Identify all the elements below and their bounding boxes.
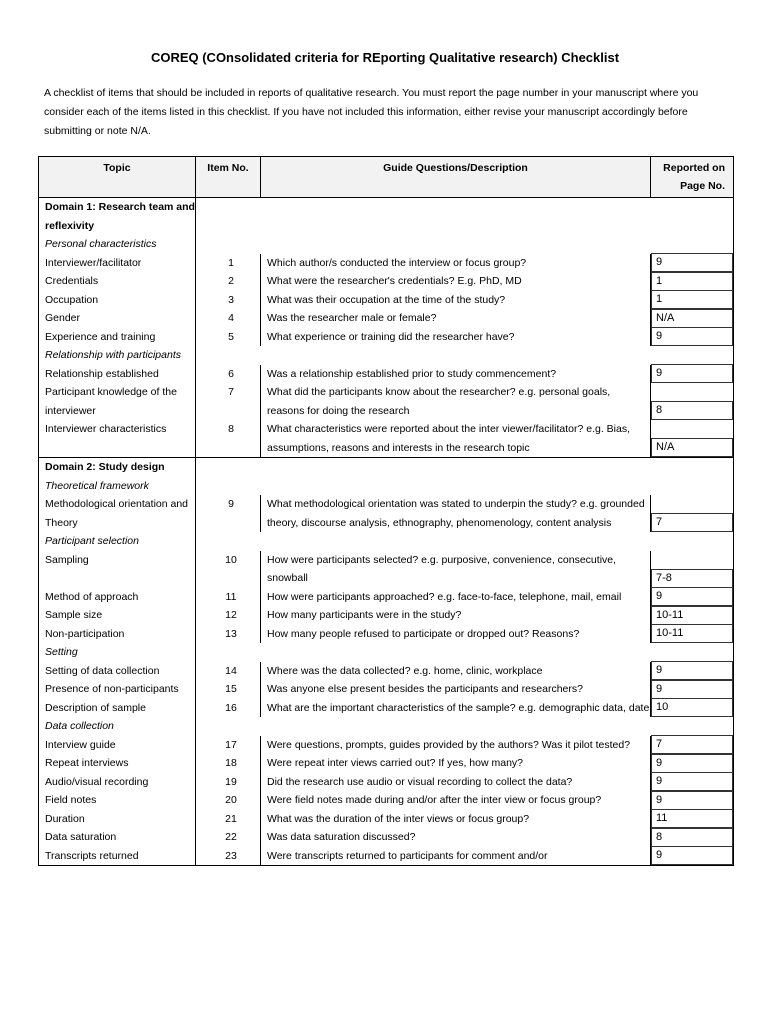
table-row bbox=[39, 254, 734, 273]
item-topic: Method of approach bbox=[39, 588, 196, 607]
reported-page-field[interactable]: 1 bbox=[651, 290, 733, 309]
reported-column-header: Reported on Page No. bbox=[651, 157, 734, 198]
reported-page-field[interactable]: 9 bbox=[651, 327, 733, 346]
item-number: 11 bbox=[196, 588, 261, 607]
table-row bbox=[39, 625, 734, 644]
item-topic: Sample size bbox=[39, 606, 196, 625]
item-number: 22 bbox=[196, 828, 261, 847]
reported-page-cell bbox=[651, 699, 734, 718]
section-spacer bbox=[196, 346, 734, 365]
section-spacer bbox=[196, 717, 734, 736]
item-topic: Interviewer/facilitator bbox=[39, 254, 196, 273]
reported-page-field[interactable]: 9 bbox=[651, 846, 733, 865]
table-row bbox=[39, 754, 734, 773]
reported-page-field[interactable]: 9 bbox=[651, 791, 733, 810]
section-row bbox=[39, 532, 734, 551]
item-topic: Non-participation bbox=[39, 625, 196, 644]
reported-page-field[interactable]: N/A bbox=[651, 438, 733, 457]
table-row bbox=[39, 828, 734, 847]
item-number: 17 bbox=[196, 736, 261, 755]
section-row bbox=[39, 717, 734, 736]
item-question: What are the important characteristics of the sample? e.g. demographic data, date bbox=[261, 699, 651, 718]
table-row bbox=[39, 588, 734, 607]
reported-page-field[interactable]: 9 bbox=[651, 587, 733, 606]
item-number: 15 bbox=[196, 680, 261, 699]
intro-paragraph: A checklist of items that should be included in reports of qualitative research. You must report the page number in your manuscript where you consider each of the items listed in this checklist. If you have not included this information, either revise your manuscript accordingly before submitting or note N/A. bbox=[44, 87, 699, 137]
reported-page-cell bbox=[651, 606, 734, 625]
reported-page-field[interactable]: 9 bbox=[651, 364, 733, 383]
reported-page-field[interactable]: N/A bbox=[651, 309, 733, 328]
table-row bbox=[39, 791, 734, 810]
item-question: Was anyone else present besides the participants and researchers? bbox=[261, 680, 651, 699]
reported-page-field[interactable]: 8 bbox=[651, 401, 733, 420]
item-number: 10 bbox=[196, 551, 261, 588]
reported-page-cell bbox=[651, 680, 734, 699]
guide-column-header: Guide Questions/Description bbox=[261, 157, 651, 198]
reported-page-cell bbox=[651, 791, 734, 810]
reported-page-cell bbox=[651, 662, 734, 681]
reported-page-cell bbox=[651, 773, 734, 792]
table-row bbox=[39, 272, 734, 291]
reported-page-cell bbox=[651, 588, 734, 607]
reported-page-field[interactable]: 10 bbox=[651, 698, 733, 717]
table-row bbox=[39, 551, 734, 588]
item-question: What was their occupation at the time of the study? bbox=[261, 291, 651, 310]
domain-title: Domain 2: Study design bbox=[39, 458, 196, 477]
table-row bbox=[39, 606, 734, 625]
table-row bbox=[39, 420, 734, 458]
reported-page-field[interactable]: 1 bbox=[651, 272, 733, 291]
item-question: Was the researcher male or female? bbox=[261, 309, 651, 328]
item-topic: Description of sample bbox=[39, 699, 196, 718]
item-number: 20 bbox=[196, 791, 261, 810]
section-title: Relationship with participants bbox=[39, 346, 196, 365]
table-row bbox=[39, 365, 734, 384]
reported-page-cell bbox=[651, 828, 734, 847]
table-row bbox=[39, 699, 734, 718]
reported-page-cell bbox=[651, 328, 734, 347]
table-row bbox=[39, 291, 734, 310]
reported-page-cell bbox=[651, 847, 734, 866]
reported-page-cell bbox=[651, 365, 734, 384]
reported-page-field[interactable]: 8 bbox=[651, 828, 733, 847]
item-topic: Setting of data collection bbox=[39, 662, 196, 681]
item-question: Did the research use audio or visual recording to collect the data? bbox=[261, 773, 651, 792]
item-question: Where was the data collected? e.g. home, clinic, workplace bbox=[261, 662, 651, 681]
item-question: How many participants were in the study? bbox=[261, 606, 651, 625]
item-number: 13 bbox=[196, 625, 261, 644]
reported-page-cell bbox=[651, 551, 734, 588]
section-row bbox=[39, 346, 734, 365]
reported-page-cell bbox=[651, 420, 734, 458]
table-row bbox=[39, 662, 734, 681]
reported-page-field[interactable]: 7-8 bbox=[651, 569, 733, 588]
item-topic: Experience and training bbox=[39, 328, 196, 347]
section-title: Personal characteristics bbox=[39, 235, 196, 254]
item-number: 14 bbox=[196, 662, 261, 681]
item-question: What characteristics were reported about the inter viewer/facilitator? e.g. Bias, assumptions, reasons and interests in the research topic bbox=[261, 420, 651, 458]
table-row bbox=[39, 847, 734, 866]
reported-page-field[interactable]: 9 bbox=[651, 253, 733, 272]
item-question: Was data saturation discussed? bbox=[261, 828, 651, 847]
domain-row bbox=[39, 458, 734, 477]
section-spacer bbox=[196, 477, 734, 496]
table-row bbox=[39, 328, 734, 347]
item-number: 12 bbox=[196, 606, 261, 625]
page-title: COREQ (COnsolidated criteria for REporting Qualitative research) Checklist bbox=[150, 50, 620, 65]
section-title: Theoretical framework bbox=[39, 477, 196, 496]
item-topic: Audio/visual recording bbox=[39, 773, 196, 792]
table-row bbox=[39, 495, 734, 532]
section-row bbox=[39, 643, 734, 662]
reported-page-field[interactable]: 7 bbox=[651, 735, 733, 754]
table-row bbox=[39, 810, 734, 829]
table-row bbox=[39, 680, 734, 699]
item-topic: Gender bbox=[39, 309, 196, 328]
table-header-row bbox=[39, 157, 734, 198]
item-topic: Relationship established bbox=[39, 365, 196, 384]
table-row bbox=[39, 383, 734, 420]
item-topic: Interview guide bbox=[39, 736, 196, 755]
table-row bbox=[39, 736, 734, 755]
item-number: 9 bbox=[196, 495, 261, 532]
reported-page-cell bbox=[651, 383, 734, 420]
item-question: How were participants approached? e.g. face-to-face, telephone, mail, email bbox=[261, 588, 651, 607]
item-topic: Transcripts returned bbox=[39, 847, 196, 866]
section-row bbox=[39, 477, 734, 496]
item-number: 16 bbox=[196, 699, 261, 718]
item-question: What was the duration of the inter views or focus group? bbox=[261, 810, 651, 829]
reported-page-cell bbox=[651, 254, 734, 273]
domain-spacer bbox=[196, 458, 734, 477]
item-question: What experience or training did the researcher have? bbox=[261, 328, 651, 347]
item-topic: Credentials bbox=[39, 272, 196, 291]
item-number: 5 bbox=[196, 328, 261, 347]
item-number: 1 bbox=[196, 254, 261, 273]
reported-page-field[interactable]: 9 bbox=[651, 754, 733, 773]
item-question: Were questions, prompts, guides provided by the authors? Was it pilot tested? bbox=[261, 736, 651, 755]
reported-page-field[interactable]: 11 bbox=[651, 809, 733, 828]
reported-page-field[interactable]: 9 bbox=[651, 680, 733, 699]
item-number: 3 bbox=[196, 291, 261, 310]
reported-page-field[interactable]: 10-11 bbox=[651, 606, 733, 625]
item-question: Which author/s conducted the interview or focus group? bbox=[261, 254, 651, 273]
reported-page-field[interactable]: 9 bbox=[651, 772, 733, 791]
item-topic: Occupation bbox=[39, 291, 196, 310]
item-question: What methodological orientation was stated to underpin the study? e.g. grounded theory, discourse analysis, ethnography, phenomenology, content analysis bbox=[261, 495, 651, 532]
item-question: Were field notes made during and/or after the inter view or focus group? bbox=[261, 791, 651, 810]
item-topic: Sampling bbox=[39, 551, 196, 588]
item-question: What did the participants know about the researcher? e.g. personal goals, reasons for doing the research bbox=[261, 383, 651, 420]
item-topic: Participant knowledge of the interviewer bbox=[39, 383, 196, 420]
item-topic: Duration bbox=[39, 810, 196, 829]
reported-page-cell bbox=[651, 754, 734, 773]
reported-page-field[interactable]: 9 bbox=[651, 661, 733, 680]
section-row bbox=[39, 235, 734, 254]
item-question: Were repeat inter views carried out? If yes, how many? bbox=[261, 754, 651, 773]
reported-page-cell bbox=[651, 272, 734, 291]
reported-page-field[interactable]: 10-11 bbox=[651, 624, 733, 643]
item-number: 4 bbox=[196, 309, 261, 328]
item-question: Were transcripts returned to participants for comment and/or bbox=[261, 847, 651, 866]
section-spacer bbox=[196, 532, 734, 551]
item-number: 7 bbox=[196, 383, 261, 420]
topic-column-header: Topic bbox=[39, 157, 196, 198]
item-number: 19 bbox=[196, 773, 261, 792]
domain-spacer bbox=[196, 198, 734, 236]
item-topic: Interviewer characteristics bbox=[39, 420, 196, 458]
domain-title: Domain 1: Research team and reflexivity bbox=[39, 198, 196, 236]
section-title: Setting bbox=[39, 643, 196, 662]
domain-row bbox=[39, 198, 734, 236]
reported-page-cell bbox=[651, 625, 734, 644]
item-no-column-header: Item No. bbox=[196, 157, 261, 198]
reported-page-cell bbox=[651, 309, 734, 328]
item-question: What were the researcher's credentials? E.g. PhD, MD bbox=[261, 272, 651, 291]
item-topic: Methodological orientation and Theory bbox=[39, 495, 196, 532]
item-number: 21 bbox=[196, 810, 261, 829]
reported-page-cell bbox=[651, 810, 734, 829]
item-number: 23 bbox=[196, 847, 261, 866]
section-spacer bbox=[196, 235, 734, 254]
reported-page-cell bbox=[651, 736, 734, 755]
table-row bbox=[39, 309, 734, 328]
item-topic: Data saturation bbox=[39, 828, 196, 847]
item-topic: Field notes bbox=[39, 791, 196, 810]
section-title: Data collection bbox=[39, 717, 196, 736]
item-number: 18 bbox=[196, 754, 261, 773]
table-row bbox=[39, 773, 734, 792]
item-question: How many people refused to participate or dropped out? Reasons? bbox=[261, 625, 651, 644]
checklist-table bbox=[38, 156, 734, 866]
item-number: 8 bbox=[196, 420, 261, 458]
reported-page-cell bbox=[651, 495, 734, 532]
section-spacer bbox=[196, 643, 734, 662]
item-topic: Presence of non-participants bbox=[39, 680, 196, 699]
reported-page-field[interactable]: 7 bbox=[651, 513, 733, 532]
reported-page-cell bbox=[651, 291, 734, 310]
item-question: How were participants selected? e.g. purposive, convenience, consecutive, snowball bbox=[261, 551, 651, 588]
item-number: 6 bbox=[196, 365, 261, 384]
item-number: 2 bbox=[196, 272, 261, 291]
item-question: Was a relationship established prior to study commencement? bbox=[261, 365, 651, 384]
section-title: Participant selection bbox=[39, 532, 196, 551]
item-topic: Repeat interviews bbox=[39, 754, 196, 773]
